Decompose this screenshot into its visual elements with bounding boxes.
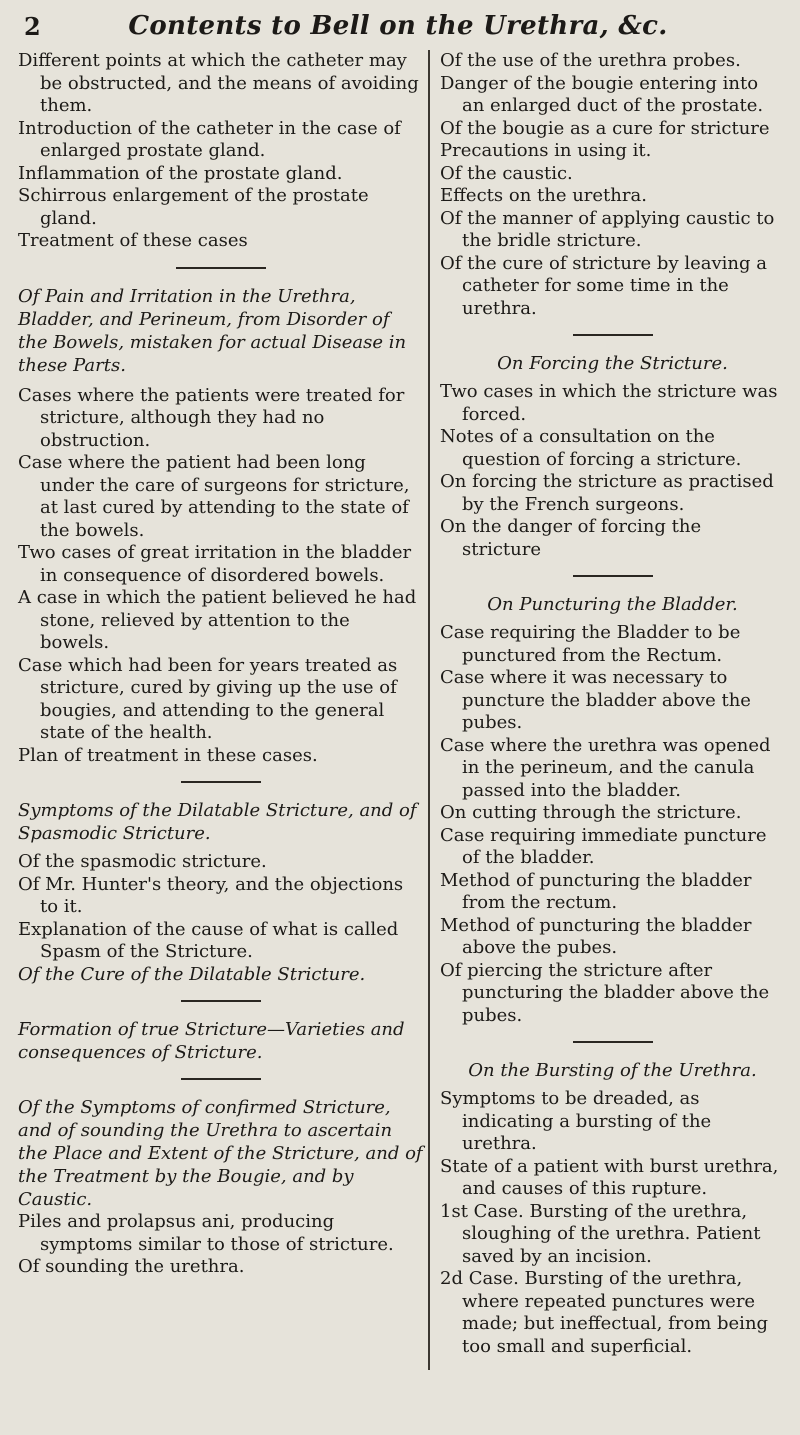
toc-entry: Case where the urethra was opened in the perineum, and the canula passed into the bladder. (440, 734, 771, 801)
toc-entry: Notes of a consultation on the question of forcing a stricture. (440, 426, 742, 470)
section-divider (573, 1041, 653, 1043)
toc-entry: Case which had been for years treated as stricture, cured by giving up the use of bougies, and attending to the general state of the health. (18, 654, 398, 743)
toc-entry: Of piercing the stricture after puncturing the bladder above the pubes. (440, 959, 770, 1026)
toc-entry: Piles and prolapsus ani, producing symptoms similar to those of stricture. (18, 1211, 394, 1255)
toc-entry: Case where it was necessary to puncture the bladder above the pubes. (440, 667, 751, 733)
toc-entry: Of the caustic. (440, 162, 573, 184)
toc-entry: Of the bougie as a cure for stricture (440, 117, 770, 139)
toc-entry: On forcing the stricture as practised by the French surgeons. (440, 471, 774, 515)
toc-entry: Of the manner of applying caustic to the bridle stricture. (440, 207, 775, 251)
section-heading: On Forcing the Stricture. (497, 353, 728, 374)
section-divider (573, 575, 653, 577)
toc-entry: Method of puncturing the bladder from the rectum. (440, 869, 752, 913)
toc-entry: Schirrous enlargement of the prostate gland. (18, 185, 369, 229)
toc-entry: A case in which the patient believed he had stone, relieved by attention to the bowels. (18, 587, 417, 653)
toc-entry: Of Mr. Hunter's theory, and the objections to it. (18, 873, 404, 917)
toc-entry: Case requiring immediate puncture of the bladder. (440, 824, 767, 868)
section-heading: On the Bursting of the Urethra. (468, 1060, 757, 1081)
left-column (18, 50, 423, 1279)
toc-entry: State of a patient with burst urethra, and causes of this rupture. (440, 1155, 779, 1199)
toc-entry: Explanation of the cause of what is called Spasm of the Stricture. (18, 918, 399, 962)
section-heading: Formation of true Stricture—Varieties and consequences of Stricture. (18, 1019, 405, 1063)
toc-entry: Case requiring the Bladder to be punctured from the Rectum. (440, 622, 741, 666)
section-divider (181, 1078, 261, 1080)
toc-entry: Two cases in which the stricture was forced. (440, 381, 778, 425)
section-divider (176, 267, 266, 269)
toc-entry: Symptoms to be dreaded, as indicating a bursting of the urethra. (440, 1088, 712, 1154)
toc-entry: Of the use of the urethra probes. (440, 50, 741, 71)
section-heading: On Puncturing the Bladder. (487, 594, 738, 615)
toc-entry: Cases where the patients were treated for stricture, although they had no obstruction. (18, 384, 405, 451)
section-divider (573, 334, 653, 336)
section-heading: Of Pain and Irritation in the Urethra, Bladder, and Perineum, from Disorder of the Bowels, mistaken for actual Disease in these Parts. (18, 285, 407, 376)
toc-entry: Of the cure of stricture by leaving a catheter for some time in the urethra. (440, 252, 767, 319)
toc-entry: Of the spasmodic stricture. (18, 851, 267, 872)
toc-entry: Case where the patient had been long under the care of surgeons for stricture, at last cured by attending to the state of the bowels. (18, 452, 410, 541)
toc-entry: Inflammation of the prostate gland. (18, 162, 343, 184)
toc-entry: Treatment of these cases (18, 230, 248, 251)
right-column (440, 50, 785, 1358)
section-heading: Of the Symptoms of confirmed Stricture, and of sounding the Urethra to ascertain the Place and Extent of the Stricture, and of the Treatment by the Bougie, and by Caustic. (18, 1097, 423, 1210)
toc-entry: Of sounding the urethra. (18, 1256, 245, 1277)
running-title: Contents to Bell on the Urethra, &c. (128, 11, 668, 41)
toc-entry: 1st Case. Bursting of the urethra, sloughing of the urethra. Patient saved by an incision. (440, 1200, 761, 1267)
toc-entry: Danger of the bougie entering into an enlarged duct of the prostate. (440, 72, 764, 116)
toc-entry: Of the Cure of the Dilatable Stricture. (18, 963, 366, 985)
column-divider (428, 50, 430, 1370)
toc-entry: Effects on the urethra. (440, 185, 647, 206)
toc-entry: On the danger of forcing the stricture (440, 516, 702, 560)
toc-entry: 2d Case. Bursting of the urethra, where repeated punctures were made; but ineffectual, from being too small and superficial. (440, 1268, 769, 1357)
page-number: 2 (24, 11, 41, 41)
section-divider (181, 1000, 261, 1002)
toc-entry: Introduction of the catheter in the case of enlarged prostate gland. (18, 117, 401, 161)
toc-entry: Plan of treatment in these cases. (18, 744, 318, 766)
toc-entry: On cutting through the stricture. (440, 802, 742, 823)
page-header (24, 8, 776, 44)
toc-entry: Precautions in using it. (440, 140, 652, 161)
toc-entry: Two cases of great irritation in the bladder in consequence of disordered bowels. (18, 542, 412, 586)
section-divider (181, 781, 261, 783)
toc-entry: Different points at which the catheter may be obstructed, and the means of avoiding them. (18, 50, 419, 116)
section-heading: Symptoms of the Dilatable Stricture, and of Spasmodic Stricture. (18, 800, 417, 844)
toc-entry: Method of puncturing the bladder above the pubes. (440, 914, 752, 958)
